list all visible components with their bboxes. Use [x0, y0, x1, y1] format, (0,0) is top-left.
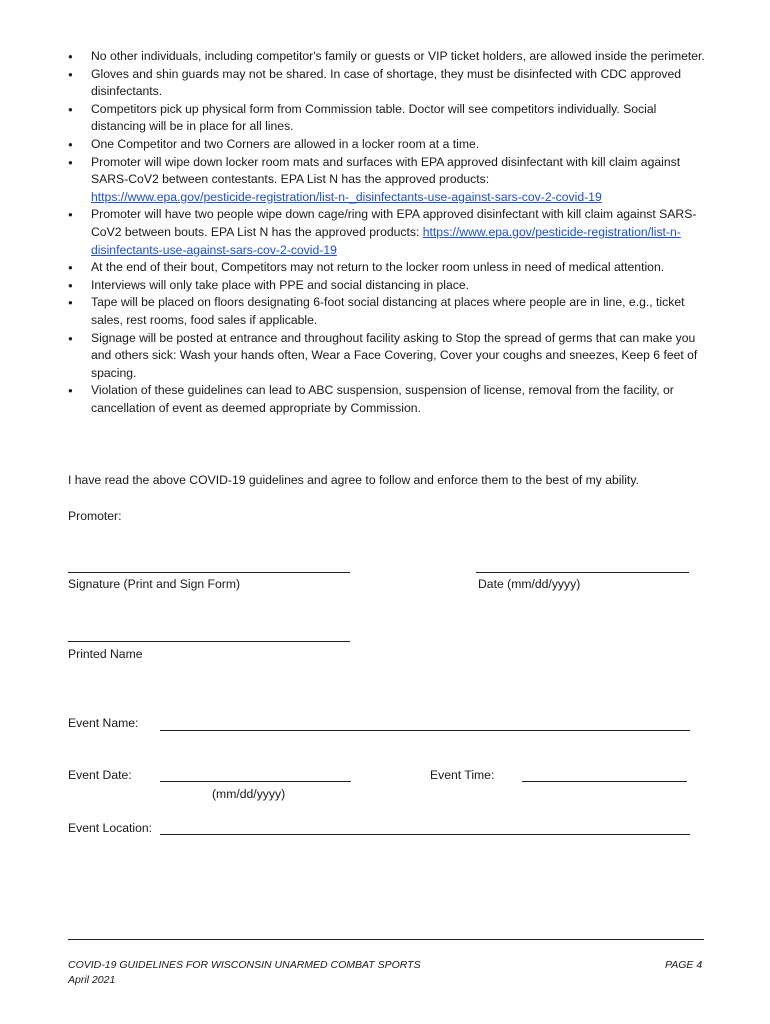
- event-name-label: Event Name:: [68, 716, 139, 730]
- guideline-item: ● Violation of these guidelines can lead to ABC suspension, suspension of license, removal from the facility, or cancellation of event as deemed appropriate by Commission.: [66, 382, 706, 417]
- guideline-item: ● Signage will be posted at entrance and throughout facility asking to Stop the spread of germs that can make you and others sick: Wash your hands often, Wear a Face Covering, Cover your coughs and sneezes, Keep 6 feet of spacing.: [66, 330, 706, 383]
- guideline-item: ● Competitors pick up physical form from Commission table. Doctor will see competitors individually. Social distancing will be in place for all lines.: [66, 101, 706, 136]
- guideline-item: ● At the end of their bout, Competitors may not return to the locker room unless in need of medical attention.: [66, 259, 706, 277]
- event-time-label: Event Time:: [430, 768, 495, 782]
- signature-label: Signature (Print and Sign Form): [68, 577, 241, 591]
- event-location-line[interactable]: [160, 834, 690, 835]
- guideline-item: ● One Competitor and two Corners are allowed in a locker room at a time.: [66, 136, 706, 154]
- event-location-label: Event Location:: [68, 821, 153, 835]
- guideline-item: ● Promoter will wipe down locker room mats and surfaces with EPA approved disinfectant with kill claim against SARS-CoV2 between contestants. EPA List N has the approved products: https://www.epa.gov/pesticide-registration/list-n-_disinfectants-use-against-sars-cov-2-covid-19: [66, 154, 706, 207]
- printed-name-line[interactable]: [68, 641, 350, 642]
- footer-date: April 2021: [68, 974, 116, 986]
- guideline-item: ● Promoter will have two people wipe down cage/ring with EPA approved disinfectant with kill claim against SARS-CoV2 between bouts. EPA List N has the approved products: https://www.epa.gov/pesticide-registration/list-n-disinfectants-use-against-sars-cov-2-covid-19: [66, 206, 706, 259]
- signature-line[interactable]: [68, 572, 350, 573]
- footer-divider: [68, 939, 704, 940]
- event-time-line[interactable]: [522, 781, 687, 782]
- epa-list-n-link[interactable]: https://www.epa.gov/pesticide-registration/list-n-_disinfectants-use-against-sars-cov-2-covid-19: [91, 189, 602, 204]
- page-number: PAGE 4: [665, 959, 703, 971]
- agreement-statement: I have read the above COVID-19 guidelines and agree to follow and enforce them to the best of my ability.: [68, 473, 639, 487]
- guidelines-list: [66, 48, 706, 417]
- guideline-item: ● Gloves and shin guards may not be shared. In case of shortage, they must be disinfected with CDC approved disinfectants.: [66, 66, 706, 101]
- guideline-item: ● Tape will be placed on floors designating 6-foot social distancing at places where people are in line, e.g., ticket sales, rest rooms, food sales if applicable.: [66, 294, 706, 329]
- promoter-label: Promoter:: [68, 509, 122, 523]
- event-date-line[interactable]: [160, 781, 351, 782]
- printed-name-label: Printed Name: [68, 647, 143, 661]
- event-date-hint: (mm/dd/yyyy): [212, 787, 286, 801]
- guideline-item: ● No other individuals, including competitor's family or guests or VIP ticket holders, are allowed inside the perimeter.: [66, 48, 706, 66]
- date-line[interactable]: [476, 572, 689, 573]
- event-date-label: Event Date:: [68, 768, 132, 782]
- date-label: Date (mm/dd/yyyy): [478, 577, 581, 591]
- event-name-line[interactable]: [160, 730, 690, 731]
- footer-title: COVID-19 GUIDELINES FOR WISCONSIN UNARMED COMBAT SPORTS: [68, 959, 421, 971]
- epa-list-n-link[interactable]: https://www.epa.gov/pesticide-registration/list-n-disinfectants-use-against-sars-cov-2-covid-19: [91, 224, 681, 257]
- guideline-item: ● Interviews will only take place with PPE and social distancing in place.: [66, 277, 706, 295]
